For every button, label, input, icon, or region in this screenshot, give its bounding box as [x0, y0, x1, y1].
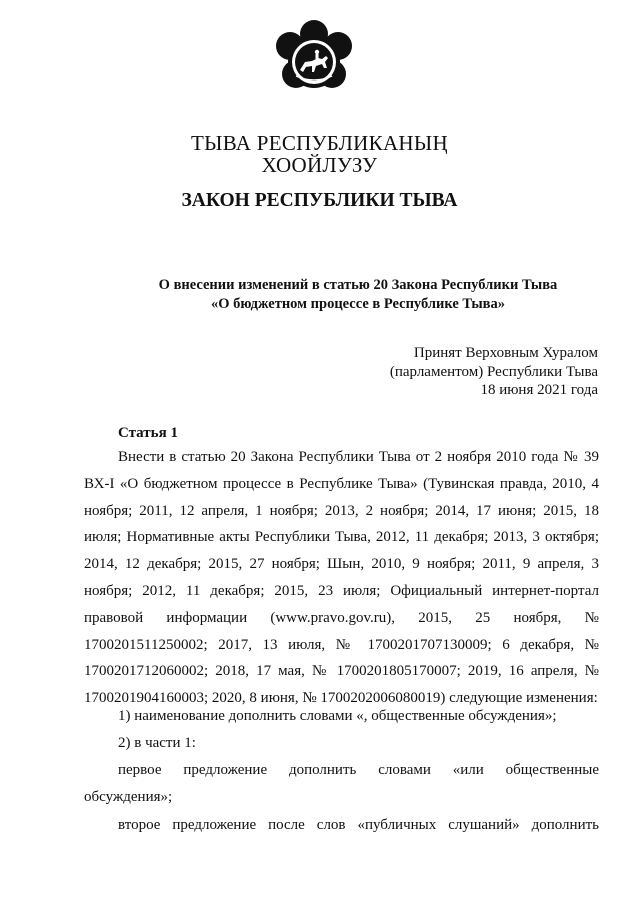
article-line: 1700201511250002; 2017, 13 июля, № 1700201707130009; 6 декабря, №: [84, 636, 599, 653]
article-line: ВХ-I «О бюджетном процессе в Республике Тыва» (Тувинская правда, 2010, 4: [84, 475, 599, 492]
adopted-by-parliament: (парламентом) Республики Тыва: [389, 364, 598, 380]
second-sentence-paragraph: [84, 812, 599, 839]
amendment-item-1: 1) наименование дополнить словами «, общественные обсуждения»;: [118, 708, 557, 724]
article-line: июля; Нормативные акты Республики Тыва, 2012, 11 декабря; 2013, 3 октября;: [84, 529, 599, 546]
first-sentence-line: обсуждения»;: [84, 788, 173, 805]
article-line: Внести в статью 20 Закона Республики Тыва от 2 ноября 2010 года № 39: [118, 449, 599, 465]
second-sentence-line: второе предложение после слов «публичных слушаний» дополнить: [118, 817, 599, 833]
first-sentence-paragraph: [84, 757, 599, 811]
tuva-coat-of-arms-icon: [272, 18, 356, 102]
article-line: ноября; 2012, 11 декабря; 2015, 23 июля; Официальный интернет-портал: [84, 582, 599, 599]
article-heading: Статья 1: [118, 425, 178, 441]
article-line: 2014, 12 декабря; 2015, 27 ноября; Шын, 2010, 9 ноября; 2011, 9 апреля, 3: [84, 556, 599, 573]
subject-line2: «О бюджетном процессе в Республике Тыва»: [210, 296, 506, 312]
article-line: 1700201904160003; 2020, 8 июня, № 1700202006080019) следующие изменения:: [84, 690, 598, 707]
title-tuvan-line2: ХООЙЛУЗУ: [261, 153, 378, 177]
law-title: ЗАКОН РЕСПУБЛИКИ ТЫВА: [181, 190, 458, 211]
amendment-item-2: 2) в части 1:: [118, 735, 196, 751]
first-sentence-line: первое предложение дополнить словами «или общественные: [118, 762, 599, 778]
article-paragraph: [84, 444, 599, 712]
article-line: ноября; 2011, 12 апреля, 1 ноября; 2013, 2 ноября; 2014, 17 июня; 2015, 18: [84, 502, 599, 519]
subject-line1: О внесении изменений в статью 20 Закона Республики Тыва: [158, 277, 558, 293]
title-tuvan-line1: ТЫВА РЕСПУБЛИКАНЫҢ: [191, 131, 448, 155]
article-line: правовой информации (www.pravo.gov.ru), 2015, 25 ноября, №: [84, 609, 599, 626]
adopted-by: Принят Верховным Хуралом: [413, 345, 598, 361]
article-line: 1700201712060002; 2018, 17 мая, № 1700201805170007; 2019, 16 апреля, №: [84, 663, 599, 680]
adopted-date: 18 июня 2021 года: [480, 382, 598, 398]
